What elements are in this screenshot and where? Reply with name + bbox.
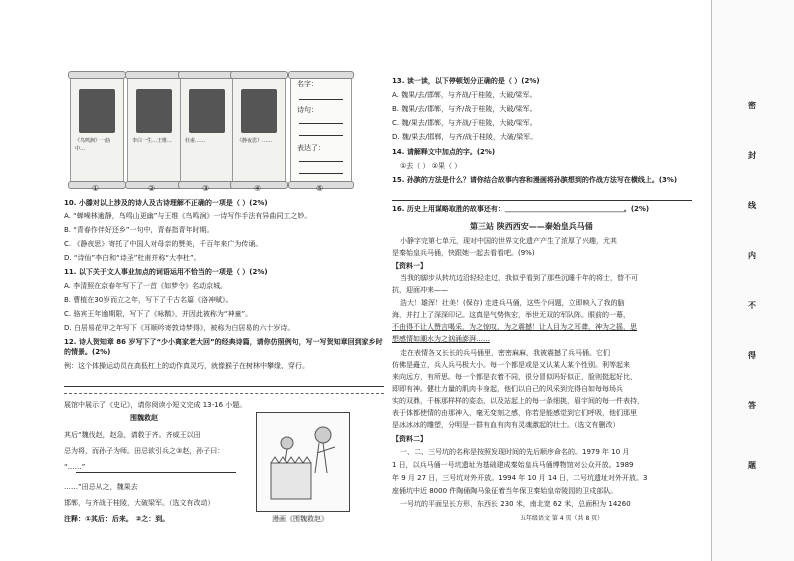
portrait-image xyxy=(136,89,172,133)
option: C. 骆宾王年逾期限，写下了《咏鹅》，并因此被称为“神童”。 xyxy=(64,310,253,318)
cartoon-drawing xyxy=(257,413,349,511)
margin-char: 得 xyxy=(748,351,756,360)
material-1-line: 表于体都使情的由那神入，毫无变刻之感，你若是能感觉到它们呼吸，他们那里 xyxy=(392,409,637,417)
question-14-items: ①去（ ） ②果（ ） xyxy=(400,162,462,170)
material-1-line: 不由得不让人赞言喝采，为之惊叹，为之震撼！让人目为之耳聋，神为之摇，思 xyxy=(392,323,637,331)
scroll-number: ④ xyxy=(254,184,262,193)
material-2-label: 【资料二】 xyxy=(392,435,427,443)
scroll-number: ① xyxy=(92,184,100,193)
cartoon-image xyxy=(256,412,350,512)
material-1-line: 浩大！雄浑！壮美！(保存) 走进兵马俑，这些个问题，立即映入了我的脑 xyxy=(400,299,625,307)
margin-char: 封 xyxy=(748,151,756,160)
question-12-example: 例：这个体操运动员在高低杠上的动作真灵巧，就像猴子在树林中攀缘、穿行。 xyxy=(64,362,309,370)
scroll-number: ② xyxy=(148,184,156,193)
scroll-number: ⑤ xyxy=(316,184,324,193)
poem-label: 诗句： xyxy=(297,106,318,114)
scroll-caption: 李白一生…王维… xyxy=(132,138,173,144)
portrait-image xyxy=(241,89,277,133)
question-12: 12. 诗人贺知章 86 岁写下了“少小离家老大回”的经典诗篇，请你仿照例句，写一写贺知章回到家乡时的情景。(2%) xyxy=(64,338,383,356)
option: A. “蝉噪林逾静，鸟鸣山更幽”与王维《鸟鸣涧》一诗写作手法有异曲同工之妙。 xyxy=(64,212,312,220)
option: B. 魏果/去/邯郸，与齐/战于桂陵，大破/梁军。 xyxy=(392,105,537,113)
scroll-caption: 杜甫…… xyxy=(185,138,206,144)
material-1-line: 当我的脚步从转坑边沿轻轻走过，我似乎看到了那些沉睡千年的将士，替不可 xyxy=(400,274,638,282)
material-1-line: 想感情如潮水为之汹涌澎湃…… xyxy=(392,335,490,343)
name-label: 名字： xyxy=(297,80,318,88)
passage-line: 其后“魏伐赵，赵急，请救于齐。齐威王以田 xyxy=(64,431,201,439)
material-1-line: 抗，迎面冲来—— xyxy=(392,286,448,294)
scroll-caption: 《鸟鸣涧》一曲中… xyxy=(75,138,111,152)
question-14: 14. 请解释文中加点的字。(2%) xyxy=(392,148,496,156)
portrait-image xyxy=(189,89,225,133)
material-2-line: 1 日，以兵马俑一号坑遗址为基础建成秦始皇兵马俑博物馆对公众开放。1989 xyxy=(392,461,634,469)
express-label: 表达了： xyxy=(297,144,325,152)
cartoon-caption: 漫画《围魏救赵》 xyxy=(272,515,328,523)
scroll-number: ③ xyxy=(202,184,210,193)
material-1-line: 仿佛是矗立，兵人兵马极大小。每一个都是或是又认某人某个性别。利等起来 xyxy=(392,361,630,369)
scroll-portrait-4 xyxy=(232,74,286,186)
passage-line: 忌为将，而孙子为师。田忌欲引兵之③赵，孙子曰： xyxy=(64,447,225,455)
material-1-line: 走在表情各又长长的兵马俑里，密密麻麻，我被震撼了兵马俑。它们 xyxy=(400,349,610,357)
option: C. 魏/果去/邯郸，与齐战/于桂陵，大破/梁军。 xyxy=(392,119,537,127)
option: A. 魏果/去/邯郸，与齐战/于桂陵，大破/梁军。 xyxy=(392,91,537,99)
material-1-line: 实的双鼎，千栋那样样的姿态，以及站起上的每一条细挑，眉宇间的每一件表持， xyxy=(392,397,644,405)
material-1-line: 是冰冰冰的雕塑，分明是一群有血有肉有灵魂激起的壮士。（选文有删改） xyxy=(392,421,620,429)
question-13: 13. 读一读，以下停顿划分正确的是（ ）(2%) xyxy=(392,77,540,85)
material-2-line: 年 9 月 27 日，三号坑对外开放。1994 年 10 月 14 日，二号坑遗址对外开放。3 xyxy=(392,474,648,482)
passage-line: “……” xyxy=(64,463,86,471)
margin-char: 线 xyxy=(748,201,756,210)
scroll-portrait-1 xyxy=(70,74,124,186)
option: A. 李清照在京春年写下了一首《如梦令》名动京城。 xyxy=(64,282,228,290)
seal-margin xyxy=(711,0,794,561)
station-title: 第三站 陕西西安——秦始皇兵马俑 xyxy=(470,222,593,231)
scroll-blank-5 xyxy=(290,74,352,186)
portrait-image xyxy=(79,89,115,133)
material-2-line: 一号坑的平面呈长方形，东西长 230 米，南北宽 62 米，总面积为 14260 xyxy=(400,500,631,508)
notes: 注释：①其后：后来。 ②之：到。 xyxy=(64,515,170,523)
passage-line: ……”田忌从之，魏果去 xyxy=(64,483,138,491)
option: D. 魏/果去/邯郸，与齐/战于桂陵，大破/梁军。 xyxy=(392,133,538,141)
option: D. “诗仙”李白和“诗圣”杜甫并称“大李杜”。 xyxy=(64,254,201,262)
reading-intro: 展馆中展示了《史记》，请你阅读小短文完成 13-16 小题。 xyxy=(64,401,247,409)
margin-char: 密 xyxy=(748,101,756,110)
material-2-line: 座俑坑中近 8000 件陶俑陶马象征着当年保卫秦始皇帝陵园的卫戍部队。 xyxy=(392,487,618,495)
material-1-line: 海，并打上了深深印记。这真是气势恢宏，举世无双的军队阵。眼前的一幕， xyxy=(392,311,630,319)
material-1-line: 来向远方，有所思。每一个都是衣着不同，很分冒似吗好似正，脸则挺起好比， xyxy=(392,373,637,381)
passage-line: 邯郸，与齐战于桂陵，大破梁军。（选文有改动） xyxy=(64,499,215,507)
scroll-portrait-3 xyxy=(180,74,234,186)
question-11: 11. 以下关于文人事业加点的词语运用不恰当的一项是（ ）(2%) xyxy=(64,268,268,276)
question-15: 15. 孙膑的方法是什么？请你结合故事内容和漫画将孙膑想到的作战方法写在横线上。(3%) xyxy=(392,176,678,184)
margin-char: 题 xyxy=(748,461,756,470)
scroll-caption: 《静夜思》…… xyxy=(237,138,273,144)
margin-char: 不 xyxy=(748,301,756,310)
station-intro: 是秦始皇兵马俑，快跟她一起去看看吧。(9%) xyxy=(392,249,535,257)
material-1-label: 【资料一】 xyxy=(392,262,427,270)
question-10: 10. 小滕对以上涉及的诗人及古诗理解不正确的一项是（ ）(2%) xyxy=(64,199,268,207)
margin-char: 答 xyxy=(748,401,756,410)
page-footer: 五年级语文 第 4 页（共 8 页） xyxy=(520,515,604,522)
option: D. 白居易花甲之年写下《耳顺吟寄敦诗梦得》，被称为白居易的六十岁诗。 xyxy=(64,324,295,332)
station-intro: 小静字完第七单元，现对中国的世界文化遗产产生了浓厚了兴趣，尤其 xyxy=(400,237,617,245)
material-2-line: 一、二、三号坑的名称是按照发现时间的先后顺序命名的。1979 年 10 月 xyxy=(400,448,630,456)
option: B. “青春作伴好还乡”一句中，青春指青年时期。 xyxy=(64,226,214,234)
margin-char: 内 xyxy=(748,251,756,260)
scroll-portrait-2 xyxy=(127,74,181,186)
option: B. 曹植在30岁而立之年，写下了千古名篇《洛神赋》。 xyxy=(64,296,233,304)
passage-title: 围魏救赵 xyxy=(130,414,158,422)
material-1-line: 即即有神。健壮力量的肌肉卡身起，他们以自己的风采到完得自如每每场兵 xyxy=(392,385,623,393)
question-16: 16. 历史上用谋略取胜的故事还有：＿＿＿＿＿＿＿＿＿＿＿＿＿＿＿＿＿。(2%) xyxy=(392,205,650,213)
option: C. 《静夜思》寄托了中国人对母亲的赞美，千百年来广为传诵。 xyxy=(64,240,263,248)
